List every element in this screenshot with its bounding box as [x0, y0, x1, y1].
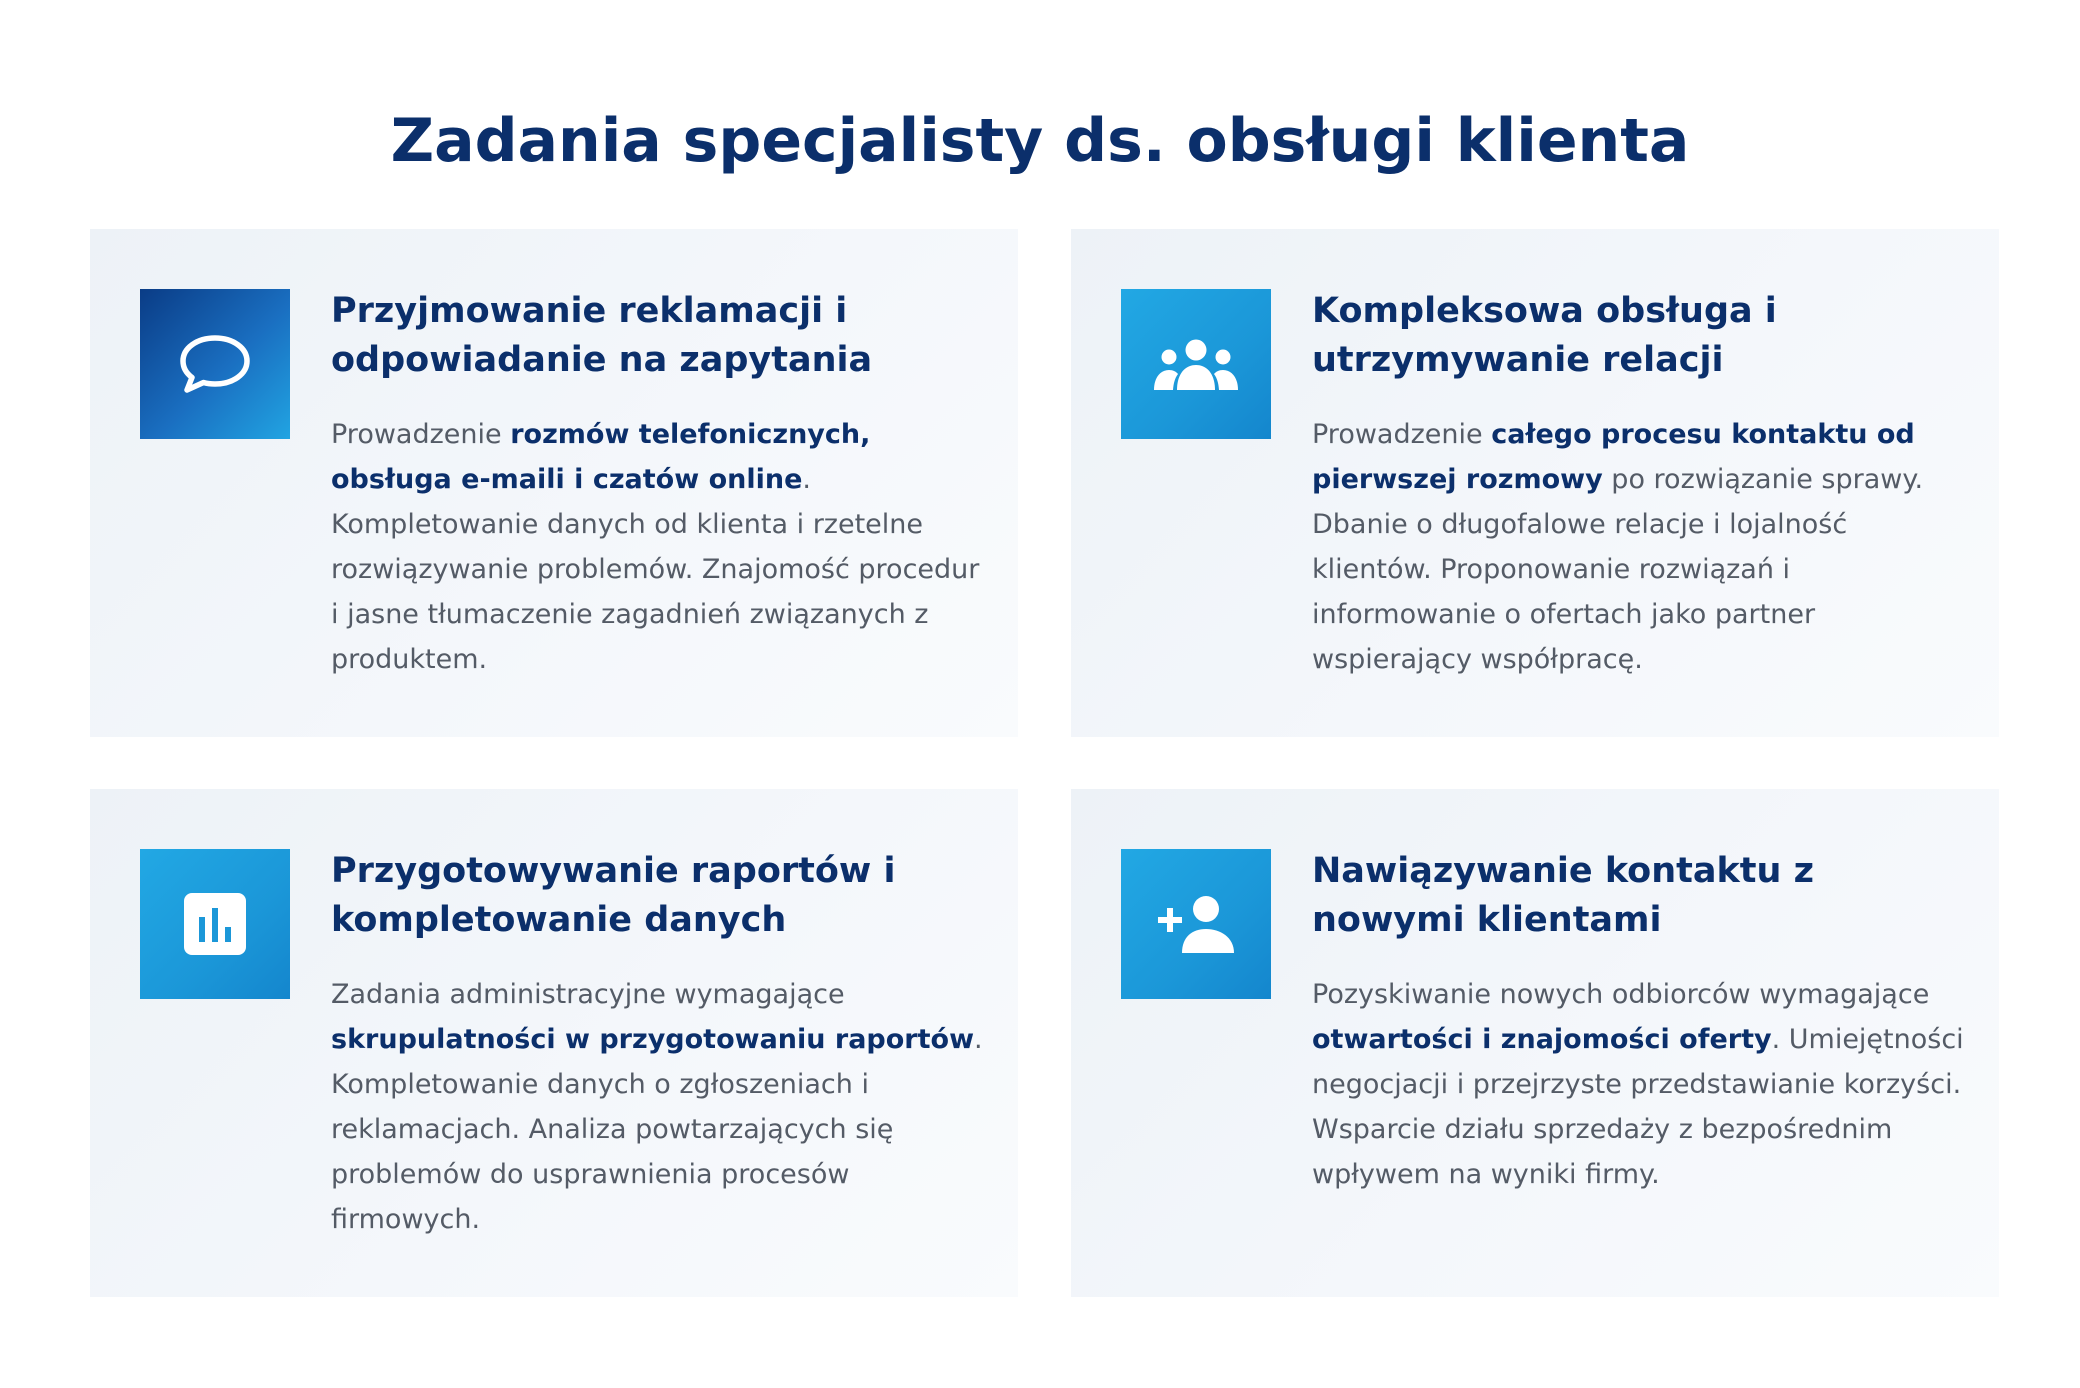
- description-highlight: otwartości i znajomości oferty: [1312, 1024, 1772, 1055]
- description-text: Prowadzenie: [1312, 419, 1492, 450]
- icon-tile: [140, 289, 290, 439]
- card-title: Przyjmowanie reklamacji i odpowiadanie na zapytania: [331, 291, 873, 380]
- task-card-relations: [1071, 229, 1999, 737]
- card-description: [1312, 412, 1967, 682]
- description-highlight: rozmów telefonicznych, obsługa e-maili i czatów online: [331, 419, 871, 495]
- description-text: Prowadzenie: [331, 419, 511, 450]
- page-title: Zadania specjalisty ds. obsługi klienta: [390, 106, 1690, 177]
- task-card-reports: [90, 789, 1018, 1297]
- icon-tile: [1121, 849, 1271, 999]
- card-description: [331, 412, 986, 682]
- card-title: Kompleksowa obsługa i utrzymywanie relacji: [1312, 291, 1777, 380]
- description-highlight: całego procesu kontaktu od pierwszej rozmowy: [1312, 419, 1915, 495]
- description-text: . Umiejętności negocjacji i przejrzyste przedstawianie korzyści. Wsparcie działu sprzedaży z bezpośrednim wpływem na wyniki firmy.: [1312, 1024, 1964, 1190]
- icon-tile: [1121, 289, 1271, 439]
- card-title: Przygotowywanie raportów i kompletowanie danych: [331, 851, 896, 940]
- speech-bubble-icon: [178, 334, 252, 394]
- description-text: . Kompletowanie danych od klienta i rzetelne rozwiązywanie problemów. Znajomość procedur i jasne tłumaczenie zagadnień związanych z produktem.: [331, 464, 980, 675]
- icon-tile: [140, 849, 290, 999]
- bar-chart-icon: [184, 893, 246, 955]
- task-card-complaints: [90, 229, 1018, 737]
- add-user-icon: [1156, 895, 1236, 953]
- card-description: [331, 972, 986, 1242]
- card-description: [1312, 972, 1967, 1197]
- users-group-icon: [1154, 338, 1238, 390]
- task-card-new-clients: [1071, 789, 1999, 1297]
- card-title: Nawiązywanie kontaktu z nowymi klientami: [1312, 851, 1814, 940]
- description-text: Zadania administracyjne wymagające: [331, 979, 845, 1010]
- description-text: . Kompletowanie danych o zgłoszeniach i reklamacjach. Analiza powtarzających się problemów do usprawnienia procesów firmowych.: [331, 1024, 983, 1235]
- description-text: Pozyskiwanie nowych odbiorców wymagające: [1312, 979, 1930, 1010]
- description-text: po rozwiązanie sprawy. Dbanie o długofalowe relacje i lojalność klientów. Proponowanie rozwiązań i informowanie o ofertach jako partner wspierający współpracę.: [1312, 464, 1924, 675]
- description-highlight: skrupulatności w przygotowaniu raportów: [331, 1024, 975, 1055]
